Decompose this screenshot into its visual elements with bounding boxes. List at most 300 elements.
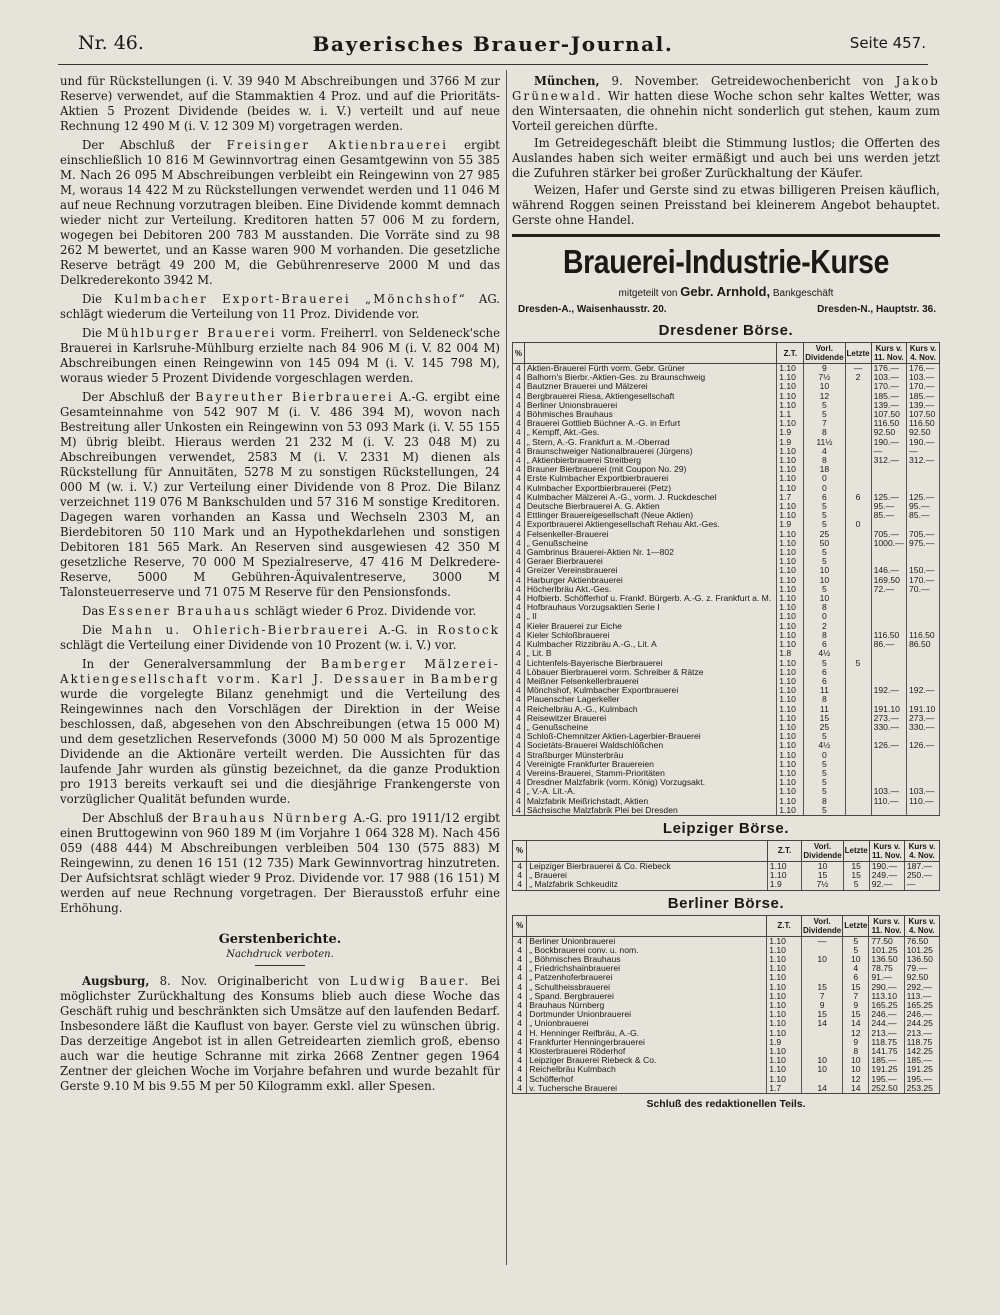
- table-row: [513, 548, 940, 557]
- cell-pct: 4: [513, 778, 525, 787]
- cell-name: Plauenscher Lagerkeller: [524, 695, 776, 704]
- cell-name: „ Brauerei: [527, 871, 768, 880]
- cell-zt: 1.10: [777, 401, 804, 410]
- cell-name: Vereinigte Frankfurter Brauereien: [524, 760, 776, 769]
- page-number: Seite 457.: [849, 34, 926, 52]
- cell-zt: 1.10: [777, 612, 804, 621]
- cell-name: „ Stern, A.-G. Frankfurt a. M.-Oberrad: [524, 438, 776, 447]
- cell-k1: [871, 649, 906, 658]
- cell-k1: [871, 603, 906, 612]
- cell-vorl: 7: [801, 992, 842, 1001]
- cell-name: Kieler Brauerei zur Eiche: [524, 622, 776, 631]
- cell-name: Dortmunder Unionbrauerei: [527, 1010, 767, 1019]
- cell-k2: [907, 484, 940, 493]
- cell-letzte: 0: [845, 520, 871, 529]
- article-bamberger: In der Generalversammlung der Bamberger Mälzerei-Aktiengesellschaft vorm. Karl J. Dessauer in Bamberg wurde die vorgelegte Bilanz genehmigt und die Verteilung des Reingewinnes nach den Vorschlägen der Direktion in der Weise beschlossen, daß, abgesehen von den Abschreibungen (etwa 15 000 M) und dem gesetzlichen Reservefonds (3000 M) 50 000 M als 5prozentige Dividende an die Aktionäre verteilt werden. Die Aussichten für das laufende Jahr wurden als günstig bezeichnet, da die ganze Produktion pro 1913 bereits verkauft sei und die diesjährige Frankengerste von vorzüglicher Qualität befunden wurde.: [60, 657, 500, 806]
- cell-k2: 126.—: [907, 741, 940, 750]
- cell-k1: 101.25: [869, 946, 904, 955]
- cell-zt: 1.10: [767, 1047, 802, 1056]
- cell-k2: 92.50: [904, 973, 939, 982]
- cell-pct: 4: [513, 585, 525, 594]
- cell-zt: 1.10: [777, 714, 804, 723]
- cell-letzte: [845, 705, 871, 714]
- cell-zt: 1.10: [777, 585, 804, 594]
- cell-vorl: 5: [804, 732, 845, 741]
- cell-k2: 101.25: [904, 946, 939, 955]
- cell-name: Mönchshof, Kulmbacher Exportbrauerei: [524, 686, 776, 695]
- cell-name: Berliner Unionsbrauerei: [524, 401, 776, 410]
- cell-k2: [907, 732, 940, 741]
- cell-pct: 4: [513, 401, 525, 410]
- cell-pct: 4: [513, 576, 525, 585]
- cell-k1: [871, 732, 906, 741]
- table-row: [513, 392, 940, 401]
- cell-vorl: 8: [804, 428, 845, 437]
- cell-vorl: 10: [804, 594, 845, 603]
- cell-name: Exportbrauerei Aktiengesellschaft Rehau Akt.-Ges.: [524, 520, 776, 529]
- cell-vorl: 5: [804, 520, 845, 529]
- cell-vorl: 4: [804, 447, 845, 456]
- header-col-pct: %: [513, 915, 527, 936]
- cell-letzte: [845, 465, 871, 474]
- cell-zt: 1.10: [767, 861, 802, 871]
- table-row: [513, 946, 940, 955]
- table-row: [513, 659, 940, 668]
- cell-zt: 1.10: [777, 557, 804, 566]
- table-row: [513, 861, 940, 871]
- cell-pct: 4: [513, 419, 525, 428]
- cell-vorl: 10: [804, 382, 845, 391]
- cell-letzte: 9: [843, 1038, 869, 1047]
- cell-letzte: [845, 686, 871, 695]
- cell-vorl: 8: [804, 603, 845, 612]
- table-row: [513, 992, 940, 1001]
- cell-name: Geraer Bierbrauerei: [524, 557, 776, 566]
- cell-letzte: [845, 401, 871, 410]
- cell-pct: 4: [513, 530, 525, 539]
- cell-letzte: [845, 732, 871, 741]
- cell-name: Meißner Felsenkellerbrauerei: [524, 677, 776, 686]
- cell-zt: 1.7: [767, 1084, 802, 1094]
- cell-k1: 77.50: [869, 936, 904, 946]
- table-row: [513, 649, 940, 658]
- cell-zt: 1.1: [777, 410, 804, 419]
- cell-letzte: [845, 612, 871, 621]
- cell-vorl: 5: [804, 511, 845, 520]
- cell-vorl: 15: [804, 714, 845, 723]
- cell-vorl: 6: [804, 640, 845, 649]
- cell-letzte: 5: [843, 946, 869, 955]
- cell-k2: [907, 612, 940, 621]
- cell-zt: 1.10: [767, 1065, 802, 1074]
- cell-pct: 4: [513, 714, 525, 723]
- cell-zt: 1.10: [767, 871, 802, 880]
- cell-pct: 4: [513, 484, 525, 493]
- cell-pct: 4: [513, 465, 525, 474]
- cell-vorl: 5: [804, 410, 845, 419]
- cell-name: Reisewitzer Brauerei: [524, 714, 776, 723]
- cell-zt: 1.10: [777, 723, 804, 732]
- cell-letzte: [845, 530, 871, 539]
- cell-pct: 4: [513, 955, 527, 964]
- section-rule: [255, 965, 305, 966]
- cell-name: „ Malzfabrik Schkeuditz: [527, 880, 768, 890]
- cell-k2: 85.—: [907, 511, 940, 520]
- cell-name: Gambrinus Brauerei-Aktien Nr. 1—802: [524, 548, 776, 557]
- cell-zt: 1.10: [777, 622, 804, 631]
- cell-zt: 1.10: [767, 1056, 802, 1065]
- table-row: [513, 401, 940, 410]
- cell-k2: [907, 603, 940, 612]
- cell-pct: 4: [513, 539, 525, 548]
- cell-vorl: [801, 1075, 842, 1084]
- cell-pct: 4: [513, 973, 527, 982]
- cell-pct: 4: [513, 797, 525, 806]
- table-row: [513, 419, 940, 428]
- cell-vorl: 10: [804, 576, 845, 585]
- table-row: [513, 936, 940, 946]
- table-row: [513, 705, 940, 714]
- cell-k1: 705.—: [871, 530, 906, 539]
- cell-letzte: 15: [843, 861, 869, 871]
- cell-letzte: [845, 502, 871, 511]
- cell-letzte: 5: [843, 936, 869, 946]
- cell-zt: 1.10: [777, 760, 804, 769]
- cell-letzte: [845, 428, 871, 437]
- table-row: [513, 686, 940, 695]
- cell-zt: 1.10: [777, 797, 804, 806]
- company-name: Bamberger Mälzerei-Aktiengesellschaft vorm. Karl J. Dessauer: [60, 657, 500, 686]
- table-row: [513, 1029, 940, 1038]
- cell-name: „ Böhmisches Brauhaus: [527, 955, 767, 964]
- article-mahn-ohlerich: Die Mahn u. Ohlerich-Bierbrauerei A.-G. in Rostock schlägt die Verteilung einer Dividende von 10 Prozent (w. i. V.) vor.: [60, 623, 501, 652]
- cell-zt: 1.10: [777, 741, 804, 750]
- cell-k1: 170.—: [871, 382, 906, 391]
- cell-letzte: 14: [843, 1084, 869, 1094]
- cell-vorl: [801, 1047, 842, 1056]
- cell-k2: 176.—: [907, 364, 940, 374]
- cell-letzte: [845, 695, 871, 704]
- cell-name: H. Henninger Reifbräu, A.-G.: [527, 1029, 767, 1038]
- cell-pct: 4: [513, 373, 525, 382]
- cell-vorl: 6: [804, 493, 845, 502]
- cell-k1: [871, 695, 906, 704]
- cell-k2: 139.—: [907, 401, 940, 410]
- cell-zt: 1.9: [777, 520, 804, 529]
- cell-vorl: 0: [804, 474, 845, 483]
- cell-k2: 191.25: [904, 1065, 939, 1074]
- cell-k2: 187.—: [904, 861, 939, 871]
- cell-zt: 1.10: [777, 778, 804, 787]
- cell-k1: 290.—: [869, 983, 904, 992]
- cell-name: Kulmbacher Rizzibräu A.-G., Lit. A: [524, 640, 776, 649]
- cell-letzte: [845, 714, 871, 723]
- cell-zt: 1.10: [777, 364, 804, 374]
- table-row: [513, 677, 940, 686]
- cell-k2: 150.—: [907, 566, 940, 575]
- cell-name: „ Genußscheine: [524, 723, 776, 732]
- section-subtitle: Nachdruck verboten.: [226, 949, 334, 960]
- cell-name: Straßburger Münsterbräu: [524, 751, 776, 760]
- cell-letzte: [845, 410, 871, 419]
- cell-vorl: 0: [804, 484, 845, 493]
- table-row: [513, 1010, 940, 1019]
- table-row: [513, 1075, 940, 1084]
- cell-pct: 4: [513, 659, 525, 668]
- cell-k2: [907, 594, 940, 603]
- page-header: [58, 30, 928, 65]
- cell-letzte: [845, 741, 871, 750]
- cell-zt: 1.10: [777, 474, 804, 483]
- cell-k1: [871, 760, 906, 769]
- cell-name: Hofbrauhaus Vorzugsaktien Serie I: [524, 603, 776, 612]
- cell-zt: 1.10: [777, 548, 804, 557]
- cell-k2: —: [904, 880, 939, 890]
- cell-name: Reichelbräu Kulmbach: [527, 1065, 767, 1074]
- cell-pct: 4: [513, 649, 525, 658]
- cell-k1: [871, 677, 906, 686]
- table-row: [513, 714, 940, 723]
- cell-k2: 273.—: [907, 714, 940, 723]
- table-row: [513, 769, 940, 778]
- cell-k1: 185.—: [869, 1056, 904, 1065]
- cell-name: Brauhaus Nürnberg: [527, 1001, 767, 1010]
- cell-k1: 116.50: [871, 631, 906, 640]
- cell-name: „ Kempff, Akt.-Ges.: [524, 428, 776, 437]
- cell-name: Kulmbacher Exportbierbrauerei (Petz): [524, 484, 776, 493]
- table-row: [513, 806, 940, 816]
- cell-pct: 4: [513, 557, 525, 566]
- cell-vorl: 5: [804, 769, 845, 778]
- cell-zt: 1.10: [777, 705, 804, 714]
- cell-zt: 1.10: [777, 502, 804, 511]
- cell-letzte: [845, 723, 871, 732]
- cell-k2: [907, 520, 940, 529]
- cell-name: Brauerei Gottlieb Büchner A.-G. in Erfurt: [524, 419, 776, 428]
- cell-k1: [871, 484, 906, 493]
- cell-pct: 4: [513, 502, 525, 511]
- cell-vorl: 10: [801, 955, 842, 964]
- cell-letzte: 6: [845, 493, 871, 502]
- cell-letzte: [845, 778, 871, 787]
- cell-k1: 126.—: [871, 741, 906, 750]
- table-row: [513, 955, 940, 964]
- cell-k1: 91.—: [869, 973, 904, 982]
- cell-name: Frankfurter Henningerbrauerei: [527, 1038, 767, 1047]
- cell-k1: 92.—: [869, 880, 904, 890]
- cell-zt: 1.10: [777, 603, 804, 612]
- cell-k1: 191.10: [871, 705, 906, 714]
- cell-vorl: 8: [804, 695, 845, 704]
- cell-vorl: 6: [804, 668, 845, 677]
- cell-name: Klosterbrauerei Röderhof: [527, 1047, 767, 1056]
- cell-zt: 1.10: [777, 695, 804, 704]
- cell-name: Höcherlbräu Akt.-Ges.: [524, 585, 776, 594]
- cell-name: Ettlinger Brauereigesellschaft (Neue Aktien): [524, 511, 776, 520]
- cell-pct: 4: [513, 493, 525, 502]
- cell-k1: 1000.—: [871, 539, 906, 548]
- header-col-vorl: Vorl. Dividende: [803, 841, 842, 860]
- cell-k2: 705.—: [907, 530, 940, 539]
- cell-k2: —: [907, 447, 940, 456]
- cell-vorl: 5: [804, 760, 845, 769]
- cell-k2: 170.—: [907, 576, 940, 585]
- article-muehlburger: Die Mühlburger Brauerei vorm. Freiherrl. von Seldeneck'sche Brauerei in Karlsruhe-Mühlburg erzielte nach 84 906 M (i. V. 82 004 M) Abschreibungen einen Reingewinn von 145 094 M (i. V. 145 798 M), woraus wieder 5 Prozent Dividende vorgeschlagen werden.: [60, 326, 500, 385]
- cell-vorl: 0: [804, 751, 845, 760]
- cell-k2: 330.—: [907, 723, 940, 732]
- cell-vorl: —: [801, 936, 842, 946]
- cell-k2: 195.—: [904, 1075, 939, 1084]
- table-row: [513, 364, 940, 374]
- cell-name: „ Spand. Bergbrauerei: [527, 992, 767, 1001]
- cell-letzte: [845, 594, 871, 603]
- table-row: [513, 410, 940, 419]
- cell-vorl: [801, 1038, 842, 1047]
- cell-pct: 4: [513, 1029, 527, 1038]
- company-name: Essener Brauhaus: [108, 604, 252, 618]
- cell-name: Schloß-Chemnitzer Aktien-Lagerbier-Brauerei: [524, 732, 776, 741]
- article-paragraph: und für Rückstellungen (i. V. 39 940 M Abschreibungen und 3766 M zur Reserve) verwendet, auf die Stammaktien 4 Proz. und auf die Prioritäts-Aktien 5 Prozent Dividende (beides w. i. V.) verteilt und auf neue Rechnung 12 490 M (i. V. 12 309 M) vorgetragen werden.: [60, 74, 500, 133]
- cell-name: v. Tuchersche Brauerei: [527, 1084, 767, 1094]
- cell-pct: 4: [513, 566, 525, 575]
- cell-name: Vereins-Brauerei, Stamm-Prioritäten: [524, 769, 776, 778]
- cell-k1: [871, 751, 906, 760]
- cell-pct: 4: [513, 511, 525, 520]
- cell-pct: 4: [513, 1065, 527, 1074]
- cell-k1: 92.50: [871, 428, 906, 437]
- leipzig-table: [512, 840, 940, 891]
- closing-note: Schluß des redaktionellen Teils.: [646, 1098, 806, 1111]
- cell-letzte: [845, 787, 871, 796]
- cell-k1: [871, 594, 906, 603]
- cell-letzte: [845, 456, 871, 465]
- header-col-zt: Z.T.: [777, 343, 804, 364]
- cell-k2: 116.50: [907, 631, 940, 640]
- cell-pct: 4: [513, 1047, 527, 1056]
- cell-k1: 273.—: [871, 714, 906, 723]
- cell-letzte: 8: [843, 1047, 869, 1056]
- table-row: [513, 438, 940, 447]
- cell-letzte: [845, 474, 871, 483]
- cell-letzte: [845, 603, 871, 612]
- cell-vorl: [801, 1029, 842, 1038]
- cell-letzte: 10: [843, 955, 869, 964]
- table-row: [513, 373, 940, 382]
- cell-pct: 4: [513, 677, 525, 686]
- cell-letzte: [845, 769, 871, 778]
- cell-letzte: [845, 751, 871, 760]
- cell-name: Greizer Vereinsbrauerei: [524, 566, 776, 575]
- cell-pct: 4: [513, 787, 525, 796]
- cell-name: Deutsche Bierbrauerei A. G. Aktien: [524, 502, 776, 511]
- table-row: [513, 511, 940, 520]
- cell-k2: [907, 695, 940, 704]
- table-row: [513, 456, 940, 465]
- header-col-kurs2: Kurs v. 4. Nov.: [904, 840, 939, 861]
- cell-k2: [907, 769, 940, 778]
- cell-letzte: 5: [843, 880, 869, 890]
- cell-pct: 4: [513, 1001, 527, 1010]
- cell-k2: [907, 760, 940, 769]
- cell-vorl: 4½: [804, 649, 845, 658]
- cell-zt: 1.10: [777, 686, 804, 695]
- cell-letzte: 9: [843, 1001, 869, 1010]
- section-title: Gerstenberichte.: [218, 932, 342, 947]
- cell-pct: 4: [513, 983, 527, 992]
- cell-name: Hofbierb. Schöfferhof u. Frankf. Bürgerb. A.-G. z. Frankfurt a. M.: [524, 594, 776, 603]
- cell-zt: 1.10: [777, 668, 804, 677]
- cell-letzte: [845, 548, 871, 557]
- cell-zt: 1.10: [777, 769, 804, 778]
- header-name: [527, 840, 768, 861]
- cell-vorl: 7½: [804, 373, 845, 382]
- cell-vorl: 4½: [804, 741, 845, 750]
- cell-vorl: 11: [804, 705, 845, 714]
- cell-k1: 118.75: [869, 1038, 904, 1047]
- cell-k2: 118.75: [904, 1038, 939, 1047]
- cell-k1: 78.75: [869, 964, 904, 973]
- cell-name: Löbauer Bierbrauerei vorm. Schreiber & Rätze: [524, 668, 776, 677]
- cell-vorl: 5: [804, 585, 845, 594]
- table-row: [513, 1056, 940, 1065]
- cell-k1: 165.25: [869, 1001, 904, 1010]
- header-col-zt: Z.T.: [767, 915, 802, 936]
- cell-letzte: [845, 677, 871, 686]
- cell-letzte: [845, 760, 871, 769]
- cell-vorl: 5: [804, 548, 845, 557]
- header-name: [524, 343, 776, 364]
- company-name: Bayreuther Bierbrauerei: [195, 390, 394, 404]
- cell-name: „ Genußscheine: [524, 539, 776, 548]
- cell-name: Malzfabrik Meißrichstadt, Aktien: [524, 797, 776, 806]
- table-row: [513, 723, 940, 732]
- cell-k1: [871, 557, 906, 566]
- cell-vorl: [801, 964, 842, 973]
- cell-name: Aktien-Brauerei Fürth vorm. Gebr. Grüner: [524, 364, 776, 374]
- cell-pct: 4: [513, 992, 527, 1001]
- cell-k2: [907, 659, 940, 668]
- cell-zt: 1.10: [767, 946, 802, 955]
- table-row: [513, 428, 940, 437]
- cell-vorl: 9: [801, 1001, 842, 1010]
- cell-k2: 125.—: [907, 493, 940, 502]
- cell-name: „ II: [524, 612, 776, 621]
- cell-name: „ Unionbrauerei: [527, 1019, 767, 1028]
- cell-k2: 86.50: [907, 640, 940, 649]
- cell-vorl: 5: [804, 806, 845, 816]
- header-col-pct: %: [513, 840, 527, 861]
- cell-pct: 4: [513, 1010, 527, 1019]
- cell-k1: 116.50: [871, 419, 906, 428]
- table-row: [513, 973, 940, 982]
- company-name: Mühlburger Brauerei: [106, 326, 277, 340]
- cell-k1: 169.50: [871, 576, 906, 585]
- cell-k2: [907, 557, 940, 566]
- header-col-kurs2: Kurs v. 4. Nov.: [907, 343, 940, 364]
- cell-zt: 1.10: [777, 484, 804, 493]
- cell-name: Leipziger Brauerei Riebeck & Co.: [527, 1056, 767, 1065]
- report-muenchen: München, 9. November. Getreidewochenbericht von Jakob Grünewald. Wir hatten diese Woche schon sehr kaltes Wetter, was den Wintersaaten, die ohnehin nicht sonderlich gut stehen, kaum zum Vorteil gereichen dürfte. Im Getreidegeschäft bleibt die Stimmung lustlos; die Offerten des Auslandes haben sich weiter ermäßigt und auch bei uns werden jetzt die Zufuhren stärker bei großer Zurückhaltung der Käufer. Weizen, Hafer und Gerste sind zu etwas billigeren Preisen käuflich, während Roggen seinen Preisstand bei kleinerem Angebot behauptet. Gerste ohne Handel.: [512, 74, 940, 227]
- cell-letzte: [845, 806, 871, 816]
- table-row: [513, 530, 940, 539]
- header-col-zt: Z.T.: [767, 840, 802, 861]
- cell-pct: 4: [513, 861, 527, 871]
- cell-k2: 70.—: [907, 585, 940, 594]
- cell-name: Bergbrauerei Riesa, Aktiengesellschaft: [524, 392, 776, 401]
- cell-letzte: 10: [843, 1065, 869, 1074]
- cell-letzte: 12: [843, 1029, 869, 1038]
- cell-letzte: [845, 622, 871, 631]
